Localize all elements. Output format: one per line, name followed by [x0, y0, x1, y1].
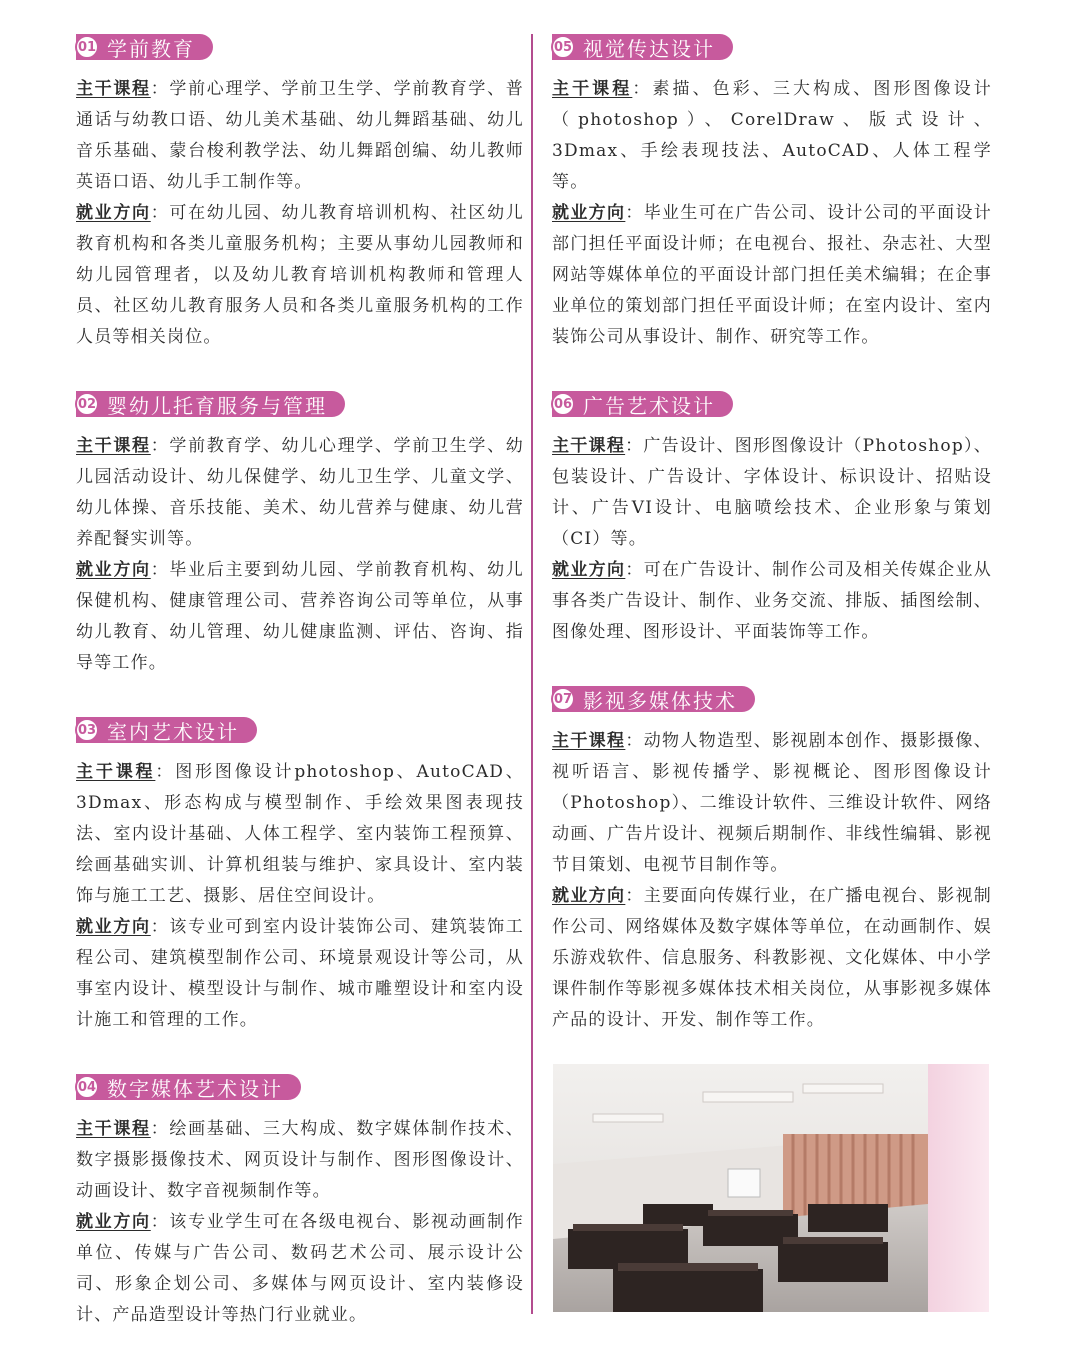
section-heading	[552, 34, 733, 60]
career-text: ：可在广告设计、制作公司及相关传媒企业从事各类广告设计、制作、业务交流、排版、插图绘制、图像处理、图形设计、平面装饰等工作。	[552, 560, 992, 642]
course-paragraph	[552, 726, 992, 881]
course-label: 主干课程	[76, 79, 151, 99]
career-label: 就业方向	[76, 917, 151, 937]
career-label: 就业方向	[76, 1212, 151, 1232]
major-section-05	[552, 34, 992, 353]
course-paragraph	[76, 431, 524, 555]
section-title: 学前教育	[107, 36, 195, 61]
career-text: ：毕业后主要到幼儿园、学前教育机构、幼儿保健机构、健康管理公司、营养咨询公司等单位，从事幼儿教育、幼儿管理、幼儿健康监测、评估、咨询、指导等工作。	[76, 560, 524, 673]
section-number-badge: 06	[551, 392, 575, 416]
career-paragraph	[76, 912, 524, 1036]
career-label: 就业方向	[552, 886, 626, 906]
major-section-07	[552, 686, 992, 1036]
career-paragraph	[76, 1207, 524, 1331]
course-text: ：学前心理学、学前卫生学、学前教育学、普通话与幼教口语、幼儿美术基础、幼儿舞蹈基础、幼儿音乐基础、蒙台梭利教学法、幼儿舞蹈创编、幼儿教师英语口语、幼儿手工制作等。	[76, 79, 524, 192]
piano-classroom-photo	[553, 1064, 989, 1312]
course-paragraph	[76, 1114, 524, 1207]
course-text: ：广告设计、图形图像设计（Photoshop）、包装设计、广告设计、字体设计、标识设计、招贴设计、广告VI设计、电脑喷绘技术、企业形象与策划（CI）等。	[552, 436, 992, 549]
career-label: 就业方向	[76, 203, 151, 223]
course-label: 主干课程	[76, 1119, 151, 1139]
section-title: 数字媒体艺术设计	[107, 1076, 283, 1101]
course-text: ：素描、色彩、三大构成、图形图像设计（photoshop）、CorelDraw、版式设计、3Dmax、手绘表现技法、AutoCAD、人体工程学等。	[552, 79, 992, 192]
course-label: 主干课程	[76, 762, 156, 782]
major-section-06	[552, 391, 992, 648]
right-column	[552, 34, 992, 1074]
career-paragraph	[76, 198, 524, 353]
course-label: 主干课程	[552, 79, 633, 99]
section-number-badge: 04	[75, 1075, 99, 1099]
course-label: 主干课程	[76, 436, 151, 456]
course-text: ：图形图像设计photoshop、AutoCAD、3Dmax、形态构成与模型制作、手绘效果图表现技法、室内设计基础、人体工程学、室内装饰工程预算、绘画基础实训、计算机组装与维护、家具设计、室内装饰与施工工艺、摄影、居住空间设计。	[76, 762, 524, 906]
career-paragraph	[76, 555, 524, 679]
course-paragraph	[552, 74, 992, 198]
section-heading	[76, 391, 345, 417]
section-title: 广告艺术设计	[583, 393, 715, 418]
major-section-03	[76, 717, 524, 1036]
section-title: 婴幼儿托育服务与管理	[107, 393, 327, 418]
course-text: ：动物人物造型、影视剧本创作、摄影摄像、视听语言、影视传播学、影视概论、图形图像设计（Photoshop）、二维设计软件、三维设计软件、网络动画、广告片设计、视频后期制作、非线性编辑、影视节目策划、电视节目制作等。	[552, 731, 992, 875]
career-text: ：可在幼儿园、幼儿教育培训机构、社区幼儿教育机构和各类儿童服务机构；主要从事幼儿园教师和幼儿园管理者，以及幼儿教育培训机构教师和管理人员、社区幼儿教育服务人员和各类儿童服务机构的工作人员等相关岗位。	[76, 203, 524, 347]
career-paragraph	[552, 198, 992, 353]
major-section-01	[76, 34, 524, 353]
left-column	[76, 34, 524, 1369]
career-text: ：该专业可到室内设计装饰公司、建筑装饰工程公司、建筑模型制作公司、环境景观设计等公司，从事室内设计、模型设计与制作、城市雕塑设计和室内设计施工和管理的工作。	[76, 917, 524, 1030]
section-number-badge: 02	[75, 392, 99, 416]
course-text: ：学前教育学、幼儿心理学、学前卫生学、幼儿园活动设计、幼儿保健学、幼儿卫生学、儿童文学、幼儿体操、音乐技能、美术、幼儿营养与健康、幼儿营养配餐实训等。	[76, 436, 524, 549]
course-label: 主干课程	[552, 731, 626, 751]
career-paragraph	[552, 555, 992, 648]
career-text: ：毕业生可在广告公司、设计公司的平面设计部门担任平面设计师；在电视台、报社、杂志社、大型网站等媒体单位的平面设计部门担任美术编辑；在企事业单位的策划部门担任平面设计师；在室内设计、室内装饰公司从事设计、制作、研究等工作。	[552, 203, 992, 347]
classroom-illustration	[553, 1064, 989, 1312]
section-number-badge: 01	[75, 35, 99, 59]
section-heading	[76, 1074, 301, 1100]
section-title: 视觉传达设计	[583, 36, 715, 61]
section-heading	[76, 717, 257, 743]
section-title: 影视多媒体技术	[583, 688, 737, 713]
section-number-badge: 03	[75, 718, 99, 742]
major-section-02	[76, 391, 524, 679]
course-paragraph	[76, 74, 524, 198]
career-text: ：该专业学生可在各级电视台、影视动画制作单位、传媒与广告公司、数码艺术公司、展示设计公司、形象企划公司、多媒体与网页设计、室内装修设计、产品造型设计等热门行业就业。	[76, 1212, 524, 1325]
career-paragraph	[552, 881, 992, 1036]
career-label: 就业方向	[552, 203, 626, 223]
section-title: 室内艺术设计	[107, 719, 239, 744]
section-heading	[552, 391, 733, 417]
section-number-badge: 07	[551, 687, 575, 711]
course-paragraph	[552, 431, 992, 555]
section-number-badge: 05	[551, 35, 575, 59]
section-heading	[552, 686, 755, 712]
course-text: ：绘画基础、三大构成、数字媒体制作技术、数字摄影摄像技术、网页设计与制作、图形图像设计、动画设计、数字音视频制作等。	[76, 1119, 524, 1201]
section-heading	[76, 34, 213, 60]
major-section-04	[76, 1074, 524, 1331]
course-label: 主干课程	[552, 436, 626, 456]
column-divider	[531, 34, 533, 1314]
career-text: ：主要面向传媒行业，在广播电视台、影视制作公司、网络媒体及数字媒体等单位，在动画制作、娱乐游戏软件、信息服务、科教影视、文化媒体、中小学课件制作等影视多媒体技术相关岗位，从事影视多媒体产品的设计、开发、制作等工作。	[552, 886, 992, 1030]
career-label: 就业方向	[76, 560, 151, 580]
career-label: 就业方向	[552, 560, 626, 580]
course-paragraph	[76, 757, 524, 912]
